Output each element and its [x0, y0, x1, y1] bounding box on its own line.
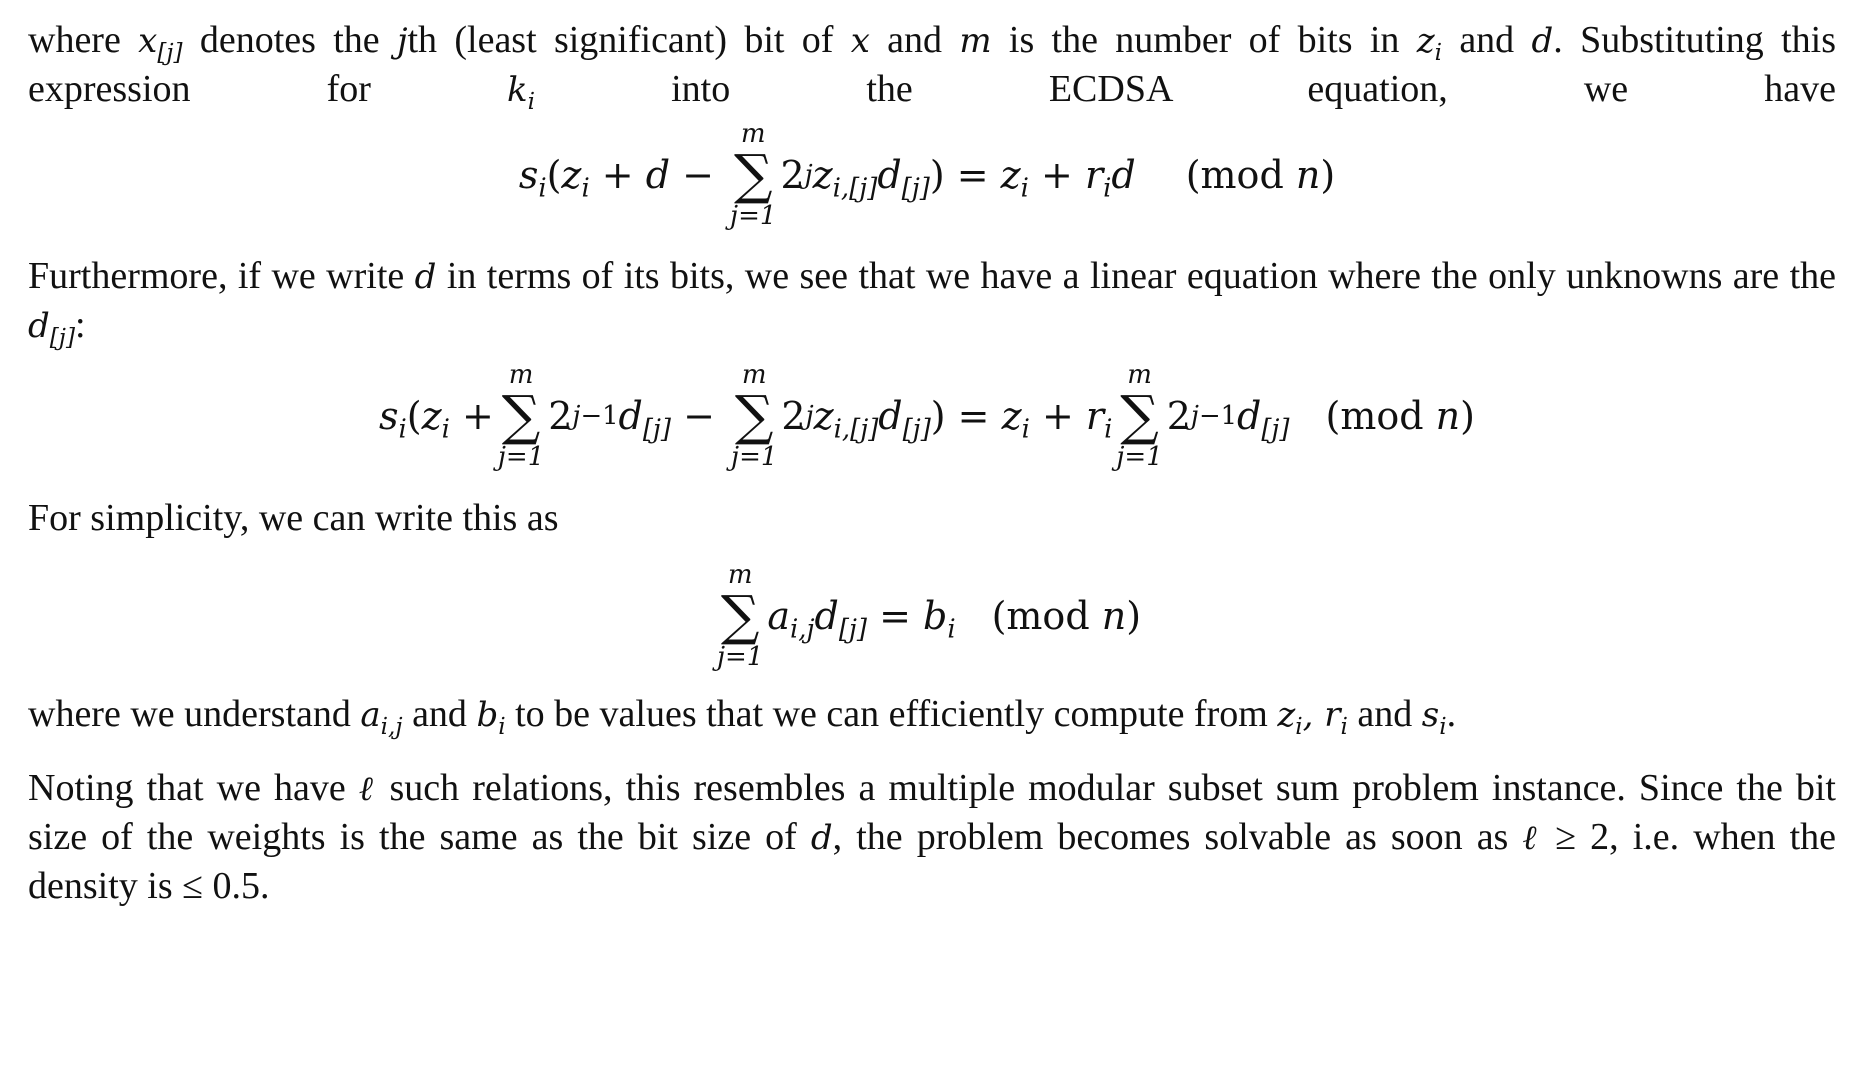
math-a-ij: $a_{i,j}$: [360, 695, 403, 740]
math-zi-ri: $z_i$, $r_i$: [1277, 695, 1348, 740]
text: and: [869, 19, 960, 61]
geq-symbol: ≥: [1555, 816, 1577, 858]
equation-1: $s_i$ ( $z_i$ + d − m ∑ j=1 2 j $z_{i,[j]}d_{[j]}$ ) = $z_i$ + $r_id$ (mod n ): [518, 119, 1336, 231]
math-d-j: $d_{[j]}$: [28, 306, 75, 351]
text: Noting that we have: [28, 767, 359, 809]
leq-symbol: ≤: [182, 865, 203, 907]
text: where: [28, 19, 139, 61]
math-z-i: $z_i$: [1416, 21, 1443, 66]
paragraph-5: [28, 764, 1836, 910]
sum-symbol: m ∑ j=1: [730, 119, 777, 231]
math-x-j: $x_{[j]}$: [138, 21, 183, 66]
math-s-i: $s_i$: [1421, 695, 1447, 740]
mod-close: ): [1126, 594, 1142, 638]
text: . Substituting this expression for: [28, 19, 1836, 110]
equation-2: $s_i$ ( $z_i$ + m ∑ j=1 2 j−1 $d_{[j]}$ − m ∑ j=1 2 j $z_{i,[j]}d_{[j]}$ ) = $z_i$ + $r_i$ m ∑ j=1 2 j−1 $d_{[j]}$ (mod n ): [379, 360, 1475, 472]
math-j: j: [396, 21, 408, 61]
math-ell: ℓ: [1522, 818, 1542, 858]
math-k-i: $k_i$: [507, 70, 536, 115]
text: to be values that we can efficiently compute from: [505, 693, 1278, 735]
text: th (least significant) bit of: [407, 19, 851, 61]
mod-label: (mod: [991, 594, 1090, 638]
paragraph-4: [28, 690, 1836, 739]
mod-label: (mod: [1325, 394, 1424, 438]
text: , the problem becomes solvable as soon as: [832, 816, 1523, 858]
sum-symbol: m ∑ j=1: [716, 560, 764, 672]
math-d: d: [810, 818, 833, 858]
sum-symbol: m ∑ j=1: [1116, 360, 1163, 472]
text: where we understand: [28, 693, 361, 735]
math-b-i: $b_i$: [476, 695, 506, 740]
text: 2, i.e. when the density is: [28, 816, 1837, 907]
text: denotes the: [182, 19, 397, 61]
math-ell: ℓ: [358, 769, 377, 809]
text: 0.5.: [202, 865, 270, 907]
text: and: [1442, 19, 1532, 61]
equation-3: m ∑ j=1 $a_{i,j}d_{[j]}$ = $b_i$ (mod n ): [716, 560, 1142, 672]
math-d: d: [414, 257, 437, 297]
text: into the ECDSA equation, we have: [535, 68, 1836, 110]
text: Furthermore, if we write: [28, 255, 415, 297]
text: is the number of bits in: [991, 19, 1417, 61]
text: and: [402, 693, 477, 735]
math-m: m: [959, 21, 992, 61]
text: For simplicity, we can write this as: [28, 497, 559, 539]
math-x: x: [850, 21, 870, 61]
text: and: [1347, 693, 1422, 735]
sum-symbol: m ∑ j=1: [497, 360, 545, 472]
sum-symbol: m ∑ j=1: [731, 360, 778, 472]
text: :: [74, 304, 86, 346]
mod-close: ): [1460, 394, 1475, 438]
paragraph-1: [28, 16, 1836, 114]
mod-label: (mod: [1185, 153, 1284, 197]
text: such relations, this resembles a multiple modular subset sum problem instance. Since the bit size of the weights is the same as the bit size of: [28, 767, 1836, 858]
mod-close: ): [1320, 153, 1336, 197]
text: in terms of its bits, we see that we have a linear equation where the only unknowns are the: [436, 255, 1836, 297]
text: .: [1446, 693, 1457, 735]
paragraph-2: [28, 252, 1836, 350]
math-d: d: [1531, 21, 1554, 61]
paragraph-3: [28, 494, 1836, 542]
